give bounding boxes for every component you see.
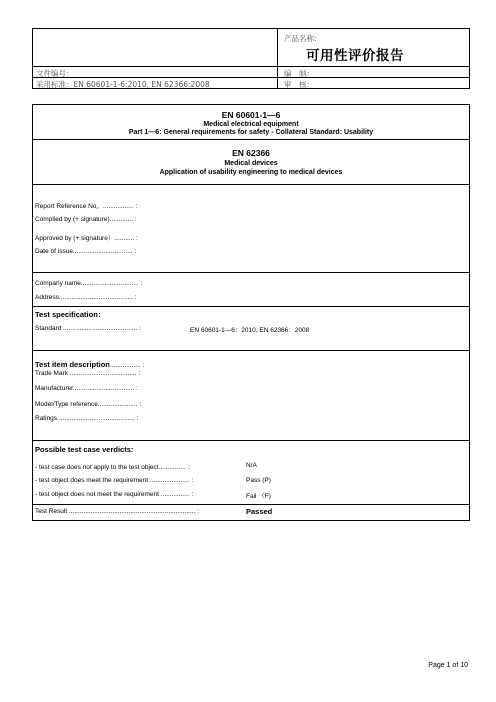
model-type-field: Model/Type reference...................... : (35, 401, 142, 408)
standard-1-line-1: Medical electrical equipment (203, 121, 299, 128)
test-result-value: Passed (246, 507, 273, 516)
verdict-fail-label: - test object does not meet the requirement ................ : (35, 491, 194, 498)
report-reference-field: Report Reference No。................. : (35, 203, 138, 210)
test-result-label: Test Result ...................................................................... : (35, 508, 199, 515)
verdicts-heading: Possible test case verdicts: (35, 445, 134, 454)
file-number-label: 文件编号： (36, 69, 74, 78)
test-item-heading-dots: ................. : (109, 362, 145, 369)
verdict-na-label: - test case does not apply to the test object............... ： (35, 464, 194, 471)
ratings-field: Ratings........................................... : (35, 415, 139, 422)
test-item-heading-text: Test item description (35, 360, 110, 369)
standard-field-value: EN 60601-1—6：2010, EN 62366：2008 (190, 327, 310, 334)
compiled-by-field: Compiled by (+ signature)............. : (35, 216, 137, 223)
standard-field-label: Standard ......................................... : (35, 325, 141, 332)
verdict-pass-value: Pass (P) (246, 477, 271, 484)
approved-by-field: Approved by (+ signature）........... : (35, 235, 138, 242)
page-number: Page 1 of 10 (428, 662, 468, 669)
standard-1-code: EN 60601-1—6 (221, 110, 281, 120)
standard-1-line-2: Part 1—6: General requirements for safety - Collateral Standard: Usability (128, 129, 374, 136)
applied-standard-label: 采用标准：EN 60601-1-6:2010, EN 62366:2008 (36, 80, 210, 89)
verdict-na-value: N/A (246, 462, 257, 469)
standard-2-line-1: Medical devices (224, 160, 278, 167)
product-name-label: 产品名称: (284, 34, 317, 43)
report-title: 可用性评价报告 (306, 48, 404, 64)
standard-2-code: EN 62366 (232, 148, 270, 158)
company-name-field: Company name................................ : (35, 280, 143, 287)
manufacturer-field: Manufacturer.................................. : (35, 385, 138, 392)
date-of-issue-field: Date of issue................................. : (35, 248, 137, 255)
trade-mark-field: Trade Mark ..................................... : (35, 370, 141, 377)
address-field: Address......................................... : (35, 294, 137, 301)
verdict-pass-label: - test object does meet the requirement ...................... : (35, 477, 194, 484)
standard-2-line-2: Application of usability engineering to medical devices (159, 169, 343, 176)
prepared-by-label: 编 制： (284, 69, 314, 78)
reviewed-by-label: 审 核： (284, 80, 314, 89)
verdict-fail-value: Fail （F) (246, 493, 271, 500)
test-specification-heading: Test specification： (35, 310, 106, 319)
